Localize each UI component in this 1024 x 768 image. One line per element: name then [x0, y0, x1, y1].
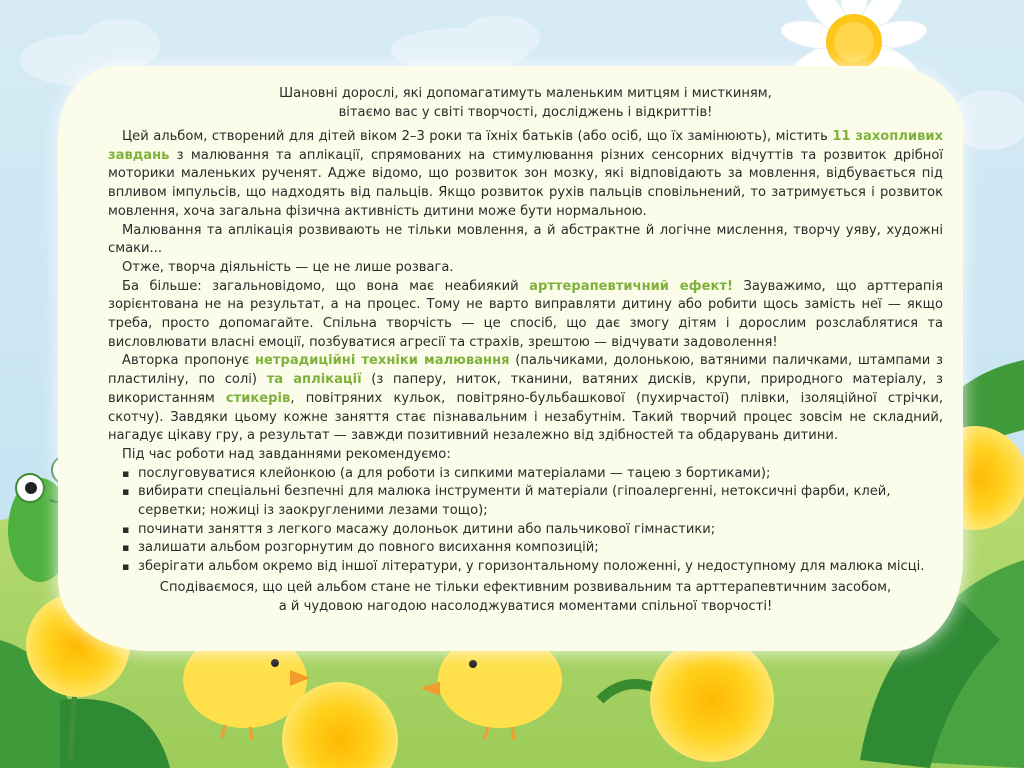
closing-line-2: а й чудовою нагодою насолоджуватися моментами спільної творчості! — [278, 598, 773, 614]
p5-text-c: (з паперу, ниток, тканини, ватяних дисків, крупи, природного матеріалу, з використанням — [108, 372, 944, 406]
p4-highlight: арттерапевтичний ефект! — [529, 278, 733, 294]
closing-line-1: Сподіваємося, що цей альбом стане не тільки ефективним розвивальним та арттерапевтичним засобом, — [159, 579, 892, 595]
paragraph-2: Малювання та аплікація розвивають не тільки мовлення, а й абстрактне й логічне мислення, творчу уяву, художні смаки... — [108, 222, 943, 257]
p5-text-b: (пальчиками, долонькою, ватяними паличками, штампами з пластиліну, по солі) — [108, 353, 943, 388]
p1-highlight: 11 захопливих завдань — [108, 129, 943, 163]
closing-text — [108, 579, 943, 616]
p5-highlight-1: нетрадиційні техніки малювання — [254, 353, 510, 369]
paragraph-4 — [108, 278, 943, 353]
p5-text-d: , повітряних кульок, повітряно-бульбашкової (пухирчастої) плівки, ізоляційної стрічки, скотчу). Завдяки цьому кожне заняття стає пізнавальним і незабутнім. Такий творчий процес зовсім не складний, нагадує цікаву гру, а результат — завжди позитивний незалежно від здібностей та обдарувань дитини. — [108, 390, 943, 444]
p1-text-b: з малювання та аплікації, спрямованих на стимулювання різних сенсорних відчуттів та розвиток дрібної моторики маленьких рученят. Адже відомо, що розвиток зон мозку, які відповідають за мовлення, відбувається під впливом імпульсів, що надходять від пальців. Якщо розвиток рухів пальців сповільнений, то затримується і розвиток мовлення, хоча загальна фізична активність дитини може бути нормальною. — [108, 147, 943, 219]
list-item: ▪ залишати альбом розгорнутим до повного висихання композицій; — [122, 539, 943, 558]
p1-text-a: Цей альбом, створений для дітей віком 2–3 роки та їхніх батьків (або осіб, що їх замінюють), містить — [122, 129, 833, 144]
p5-text-a: Авторка пропонує — [122, 353, 255, 369]
paragraph-5 — [108, 352, 943, 446]
greeting-line-1: Шановні дорослі, які допомагатимуть маленьким митцям і мисткиням, — [279, 86, 772, 101]
recommendations-list — [108, 465, 943, 577]
paragraph-3: Отже, творча діяльність — це не лише розвага. — [122, 259, 454, 275]
greeting — [108, 84, 943, 122]
list-item: ▪ зберігати альбом окремо від іншої літератури, у горизонтальному положенні, у недоступному для малюка місці. — [122, 558, 943, 577]
p4-text-b: Зауважимо, що арттерапія зорієнтована не на результат, а на процес. Тому не варто виправляти дитину або робити щось замість неї — якщо треба, просто допомагайте. Спільна творчість — це спосіб, що дає змогу дітям і дорослим розслаблятися та висловлювати власні емоції, позбуватися агресії та страхів, зрештою — відчувати задоволення! — [108, 278, 943, 350]
intro-text — [108, 84, 943, 616]
list-item: ▪ починати заняття з легкого масажу долоньок дитини або пальчикової гімнастики; — [122, 521, 943, 540]
p5-highlight-3: стикерів — [225, 390, 291, 406]
list-item: ▪ вибирати спеціальні безпечні для малюка інструменти й матеріали (гіпоалергенні, нетоксичні фарби, клей, серветки; ножиці із заокругленими лезами тощо); — [122, 483, 943, 520]
greeting-line-2: вітаємо вас у світі творчості, досліджень і відкриттів! — [338, 105, 713, 120]
list-item: ▪ послуговуватися клейонкою (а для роботи із сипкими матеріалами — тацею з бортиками); — [122, 465, 943, 484]
p5-highlight-2: та аплікації — [266, 372, 362, 388]
recommendations-intro: Під час роботи над завданнями рекомендуємо: — [122, 446, 451, 462]
paragraph-1 — [108, 128, 943, 222]
p4-text-a: Ба більше: загальновідомо, що вона має неабиякий — [122, 278, 530, 294]
